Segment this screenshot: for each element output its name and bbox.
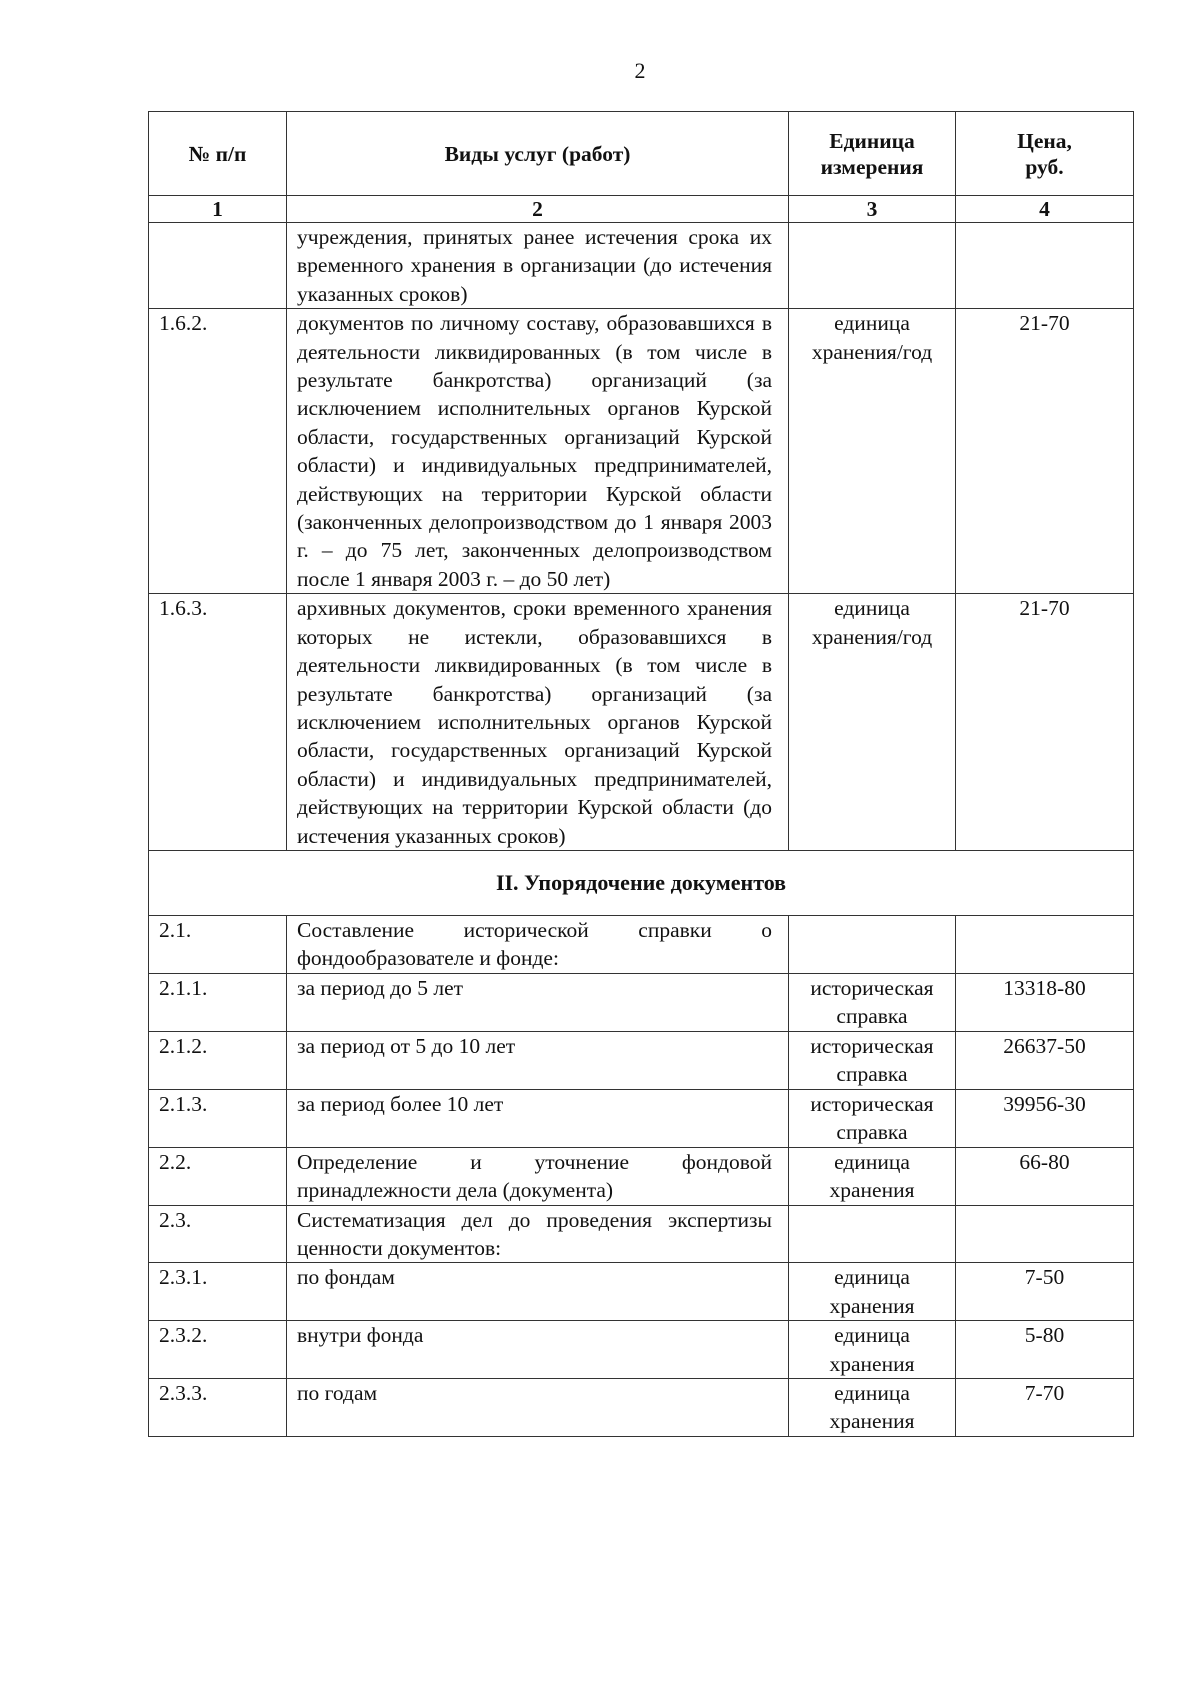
row-unit (789, 223, 956, 309)
row-price (956, 915, 1134, 973)
table-row (149, 1031, 1134, 1089)
row-price (956, 1205, 1134, 1263)
header-row (149, 112, 1134, 196)
header-unit: Единица измерения (789, 112, 956, 196)
row-price: 5-80 (956, 1321, 1134, 1379)
row-num (149, 223, 287, 309)
row-price: 39956-30 (956, 1089, 1134, 1147)
row-unit: единица хранения (789, 1379, 956, 1437)
row-num: 2.3.2. (149, 1321, 287, 1379)
row-price: 7-70 (956, 1379, 1134, 1437)
row-num: 2.3. (149, 1205, 287, 1263)
table-row (149, 223, 1134, 309)
row-unit: единица хранения (789, 1263, 956, 1321)
row-price: 66-80 (956, 1147, 1134, 1205)
row-unit: единица хранения/год (789, 594, 956, 851)
row-price: 21-70 (956, 309, 1134, 594)
row-price: 21-70 (956, 594, 1134, 851)
row-num: 1.6.2. (149, 309, 287, 594)
section-title: II. Упорядочение документов (149, 850, 1134, 915)
table-row (149, 1379, 1134, 1437)
row-unit (789, 915, 956, 973)
column-number: 3 (789, 196, 956, 223)
column-number: 4 (956, 196, 1134, 223)
row-desc: документов по личному составу, образовавшихся в деятельности ликвидированных (в том числе в результате банкротства) организаций (за исключением исполнительных органов Курской области, государственных организаций Курской области) и индивидуальных предпринимателей, действующих на территории Курской области (законченных делопроизводством до 1 января 2003 г. – до 75 лет, законченных делопроизводством после 1 января 2003 г. – до 50 лет) (287, 309, 789, 594)
row-num: 2.1.1. (149, 973, 287, 1031)
row-unit: историческая справка (789, 1089, 956, 1147)
row-desc: Определение и уточнение фондовой принадлежности дела (документа) (287, 1147, 789, 1205)
table-row (149, 1089, 1134, 1147)
row-num: 2.1. (149, 915, 287, 973)
table-row (149, 1205, 1134, 1263)
column-number: 2 (287, 196, 789, 223)
row-desc: учреждения, принятых ранее истечения срока их временного хранения в организации (до истечения указанных сроков) (287, 223, 789, 309)
row-num: 2.3.3. (149, 1379, 287, 1437)
column-number: 1 (149, 196, 287, 223)
price-table (148, 111, 1134, 1437)
row-desc: внутри фонда (287, 1321, 789, 1379)
section-row (149, 850, 1134, 915)
header-price: Цена, руб. (956, 112, 1134, 196)
row-unit: историческая справка (789, 973, 956, 1031)
row-price: 26637-50 (956, 1031, 1134, 1089)
row-price (956, 223, 1134, 309)
header-num: № п/п (149, 112, 287, 196)
header-service: Виды услуг (работ) (287, 112, 789, 196)
table-row (149, 1321, 1134, 1379)
row-desc: по годам (287, 1379, 789, 1437)
row-unit: единица хранения/год (789, 309, 956, 594)
row-desc: Составление исторической справки о фондообразователе и фонде: (287, 915, 789, 973)
row-desc: за период более 10 лет (287, 1089, 789, 1147)
table-row (149, 309, 1134, 594)
row-price: 7-50 (956, 1263, 1134, 1321)
row-desc: архивных документов, сроки временного хранения которых не истекли, образовавшихся в деятельности ликвидированных (в том числе в результате банкротства) организаций (за исключением исполнительных органов Курской области, государственных организаций Курской области) и индивидуальных предпринимателей, действующих на территории Курской области (до истечения указанных сроков) (287, 594, 789, 851)
row-num: 2.2. (149, 1147, 287, 1205)
row-num: 2.1.2. (149, 1031, 287, 1089)
column-numbers-row (149, 196, 1134, 223)
row-unit (789, 1205, 956, 1263)
row-unit: единица хранения (789, 1147, 956, 1205)
table-row (149, 915, 1134, 973)
row-unit: историческая справка (789, 1031, 956, 1089)
table-row (149, 594, 1134, 851)
row-num: 2.3.1. (149, 1263, 287, 1321)
row-desc: за период до 5 лет (287, 973, 789, 1031)
row-num: 1.6.3. (149, 594, 287, 851)
row-unit: единица хранения (789, 1321, 956, 1379)
row-desc: по фондам (287, 1263, 789, 1321)
table-row (149, 973, 1134, 1031)
row-num: 2.1.3. (149, 1089, 287, 1147)
table-row (149, 1263, 1134, 1321)
table-row (149, 1147, 1134, 1205)
row-desc: за период от 5 до 10 лет (287, 1031, 789, 1089)
page-number: 2 (634, 58, 646, 83)
row-price: 13318-80 (956, 973, 1134, 1031)
row-desc: Систематизация дел до проведения экспертизы ценности документов: (287, 1205, 789, 1263)
